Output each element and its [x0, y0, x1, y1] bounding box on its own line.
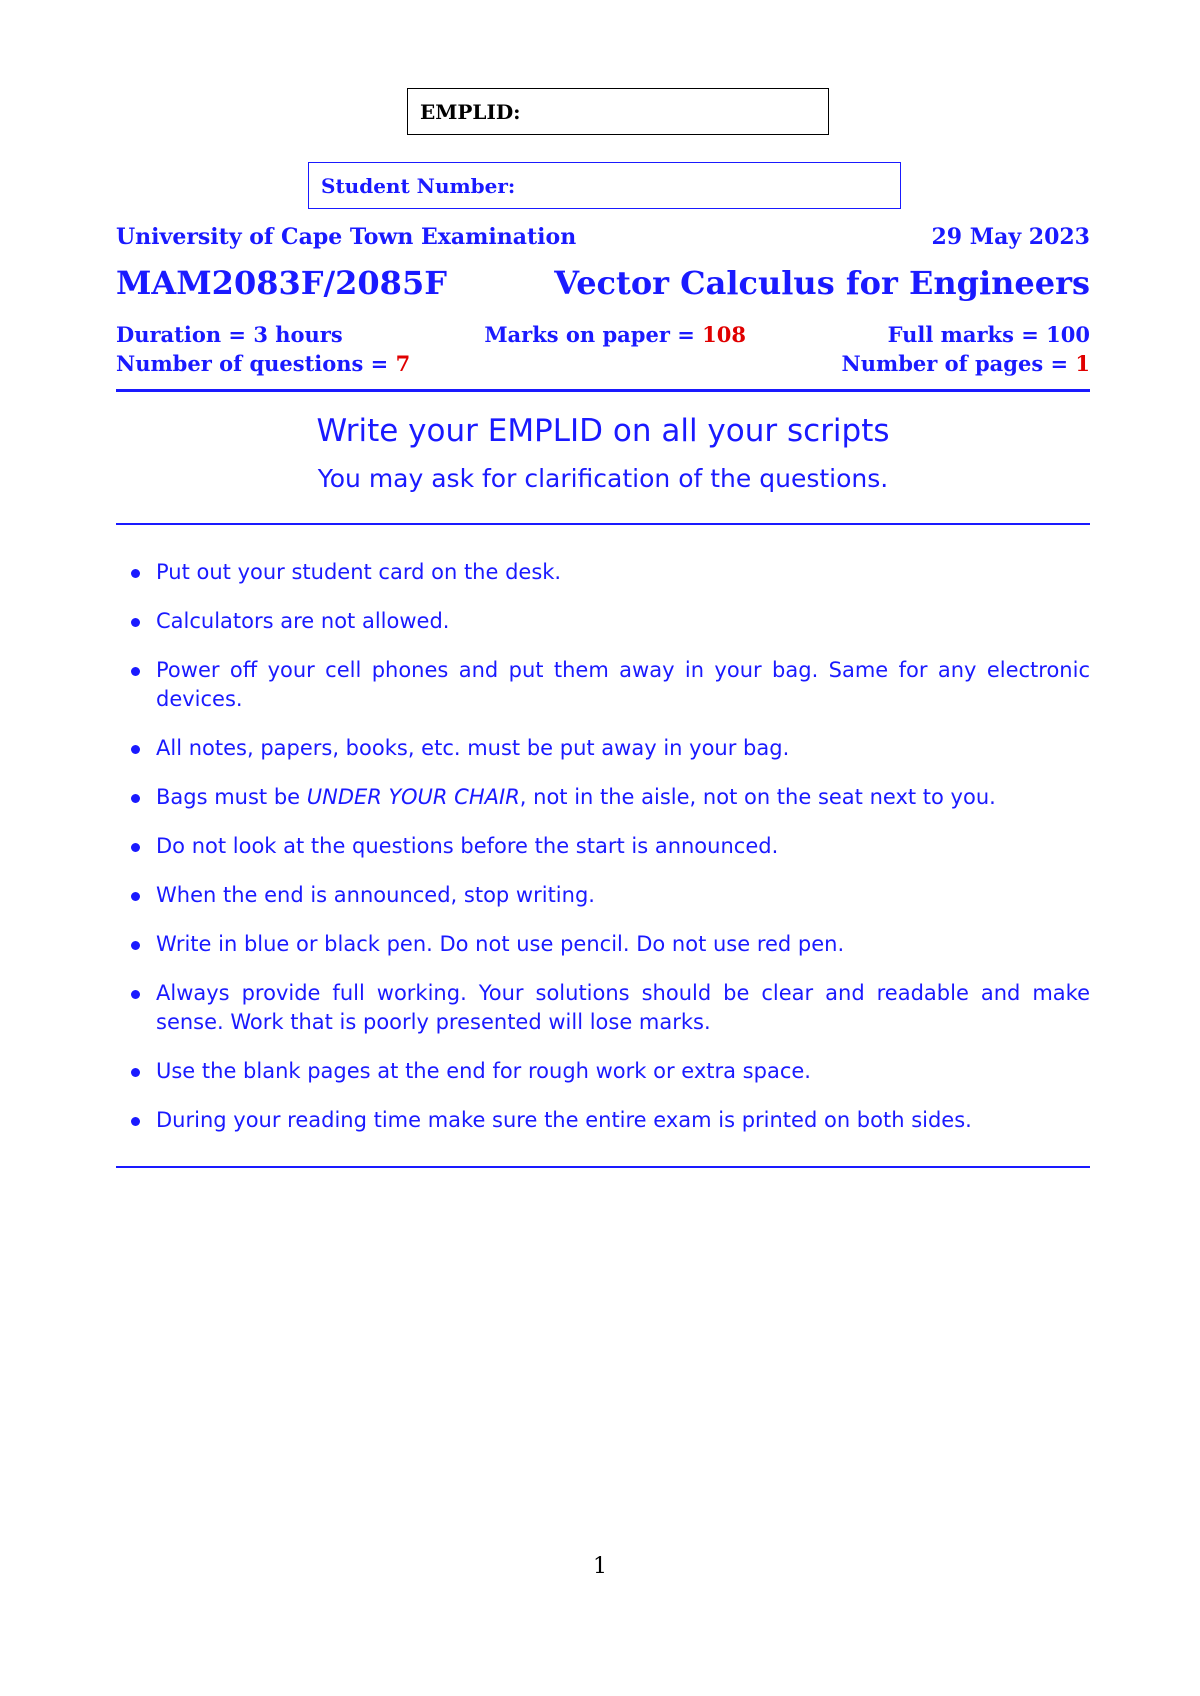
instruction-emphasis: UNDER YOUR CHAIR [306, 785, 520, 809]
emplid-field [407, 88, 829, 135]
instruction-item [116, 832, 1090, 861]
instruction-text: Do not look at the questions before the start is announced. [156, 834, 779, 858]
exam-meta-row-2 [116, 351, 1090, 376]
bullet-icon [131, 569, 140, 578]
instruction-item [116, 607, 1090, 636]
course-title-row [116, 264, 1090, 302]
clarification-note: You may ask for clarification of the questions. [317, 464, 889, 493]
bullet-icon [131, 892, 140, 901]
instruction-text: Use the blank pages at the end for rough work or extra space. [156, 1059, 811, 1083]
bullet-icon [131, 618, 140, 627]
num-questions-label: Number of questions = [116, 351, 396, 376]
instruction-item [116, 930, 1090, 959]
exam-header-row [116, 224, 1090, 250]
course-title: Vector Calculus for Engineers [554, 264, 1090, 302]
header-divider [116, 389, 1090, 392]
exam-date: 29 May 2023 [931, 224, 1090, 250]
bullet-icon [131, 1068, 140, 1077]
student-number-field [308, 162, 901, 209]
instruction-text: During your reading time make sure the entire exam is printed on both sides. [156, 1108, 972, 1132]
instruction-text-after: , not in the aisle, not on the seat next to you. [519, 785, 996, 809]
duration: Duration = 3 hours [116, 322, 343, 347]
marks-on-paper-value: 108 [702, 322, 746, 347]
instruction-text: Calculators are not allowed. [156, 609, 450, 633]
bullet-icon [131, 667, 140, 676]
instruction-text: When the end is announced, stop writing. [156, 883, 595, 907]
num-pages [842, 351, 1090, 376]
marks-on-paper-label: Marks on paper = [484, 322, 703, 347]
instruction-item [116, 881, 1090, 910]
instructions-bottom-divider [116, 1166, 1090, 1168]
exam-meta-row-1 [116, 322, 1090, 347]
instruction-item [116, 734, 1090, 763]
emplid-reminder: Write your EMPLID on all your scripts [316, 413, 890, 449]
student-number-label: Student Number: [321, 173, 516, 198]
instruction-text: Put out your student card on the desk. [156, 560, 562, 584]
instruction-item [116, 558, 1090, 587]
instruction-text: All notes, papers, books, etc. must be put away in your bag. [156, 736, 790, 760]
num-questions-value: 7 [395, 351, 411, 376]
instruction-item [116, 656, 1090, 714]
num-pages-value: 1 [1075, 351, 1090, 376]
instruction-text-before: Bags must be [156, 785, 307, 809]
emplid-label: EMPLID: [420, 99, 521, 124]
bullet-icon [131, 941, 140, 950]
instruction-item [116, 979, 1090, 1037]
bullet-icon [131, 1117, 140, 1126]
instruction-item [116, 1106, 1090, 1135]
bullet-icon [131, 843, 140, 852]
bullet-icon [131, 794, 140, 803]
page-number: 1 [593, 1554, 607, 1579]
full-marks: Full marks = 100 [887, 322, 1090, 347]
instruction-item [116, 1057, 1090, 1086]
instruction-text: Write in blue or black pen. Do not use pencil. Do not use red pen. [156, 932, 845, 956]
bullet-icon [131, 745, 140, 754]
instructions-list [116, 558, 1090, 1155]
marks-on-paper [484, 322, 746, 347]
num-questions [116, 351, 410, 376]
course-code: MAM2083F/2085F [116, 264, 447, 302]
instruction-text: Power off your cell phones and put them away in your bag. Same for any electronic devices. [156, 658, 1090, 711]
bullet-icon [131, 990, 140, 999]
instruction-text: Always provide full working. Your solutions should be clear and readable and make sense. Work that is poorly presented will lose marks. [156, 981, 1090, 1034]
university-name: University of Cape Town Examination [116, 224, 577, 250]
instruction-item [116, 783, 1090, 812]
instructions-top-divider [116, 523, 1090, 525]
num-pages-label: Number of pages = [841, 351, 1076, 376]
